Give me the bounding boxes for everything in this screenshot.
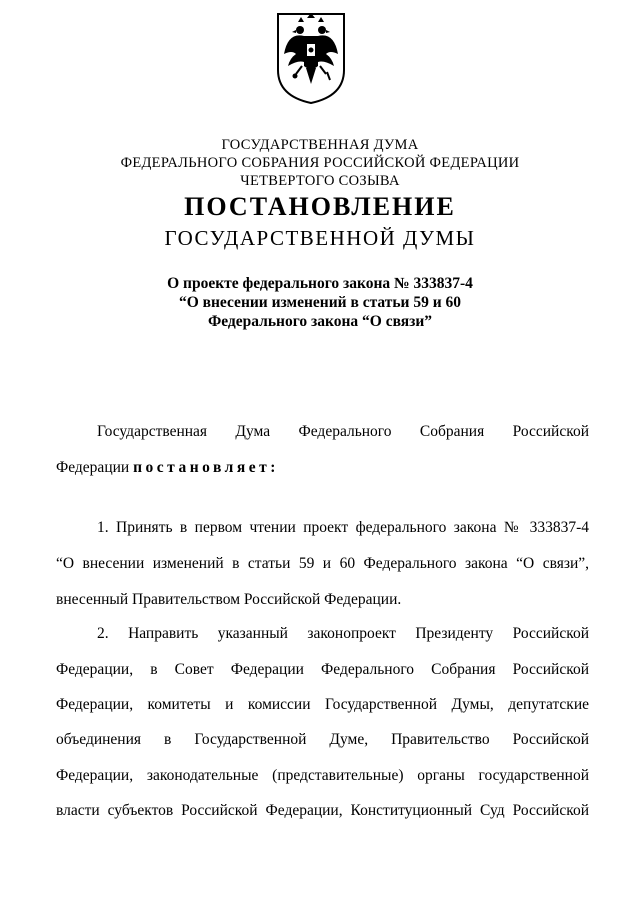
issuer-line-1: ГОСУДАРСТВЕННАЯ ДУМА (221, 137, 419, 153)
intro-line-2 (56, 459, 279, 477)
resolves-word: постановляет: (133, 459, 279, 476)
subject-line-3: Федерального закона “О связи” (207, 313, 433, 330)
subject-line-2: “О внесении изменений в статьи 59 и 60 (178, 294, 462, 311)
issuer-line-3: ЧЕТВЕРТОГО СОЗЫВА (240, 173, 400, 189)
subject-line-1: О проекте федерального закона № 333837-4 (167, 275, 473, 292)
document-subtitle: ГОСУДАРСТВЕННОЙ ДУМЫ (164, 226, 476, 250)
paragraph-2-line-1: 2. Направить указанный законопроект Президенту Российской (97, 625, 589, 642)
paragraph-1-line-1: 1. Принять в первом чтении проект федерального закона № 333837-4 (97, 519, 589, 536)
paragraph-1-line-3: внесенный Правительством Российской Федерации. (56, 591, 402, 608)
paragraph-2-line-4: объединения в Государственной Думе, Правительство Российской (56, 731, 589, 748)
state-emblem-icon (274, 10, 348, 106)
paragraph-2-line-3: Федерации, комитеты и комиссии Государственной Думы, депутатские (56, 696, 589, 713)
intro-word: Федерации (56, 459, 130, 476)
intro-line-1: Государственная Дума Федерального Собрания Российской (97, 423, 589, 440)
paragraph-1-line-2: “О внесении изменений в статьи 59 и 60 Федерального закона “О связи”, (56, 555, 589, 572)
paragraph-2-line-5: Федерации, законодательные (представительные) органы государственной (56, 767, 589, 784)
paragraph-2-line-6: власти субъектов Российской Федерации, Конституционный Суд Российской (56, 802, 589, 819)
document-title: ПОСТАНОВЛЕНИЕ (184, 192, 456, 221)
paragraph-2-line-2: Федерации, в Совет Федерации Федерального Собрания Российской (56, 661, 589, 678)
issuer-line-2: ФЕДЕРАЛЬНОГО СОБРАНИЯ РОССИЙСКОЙ ФЕДЕРАЦИИ (120, 155, 520, 171)
